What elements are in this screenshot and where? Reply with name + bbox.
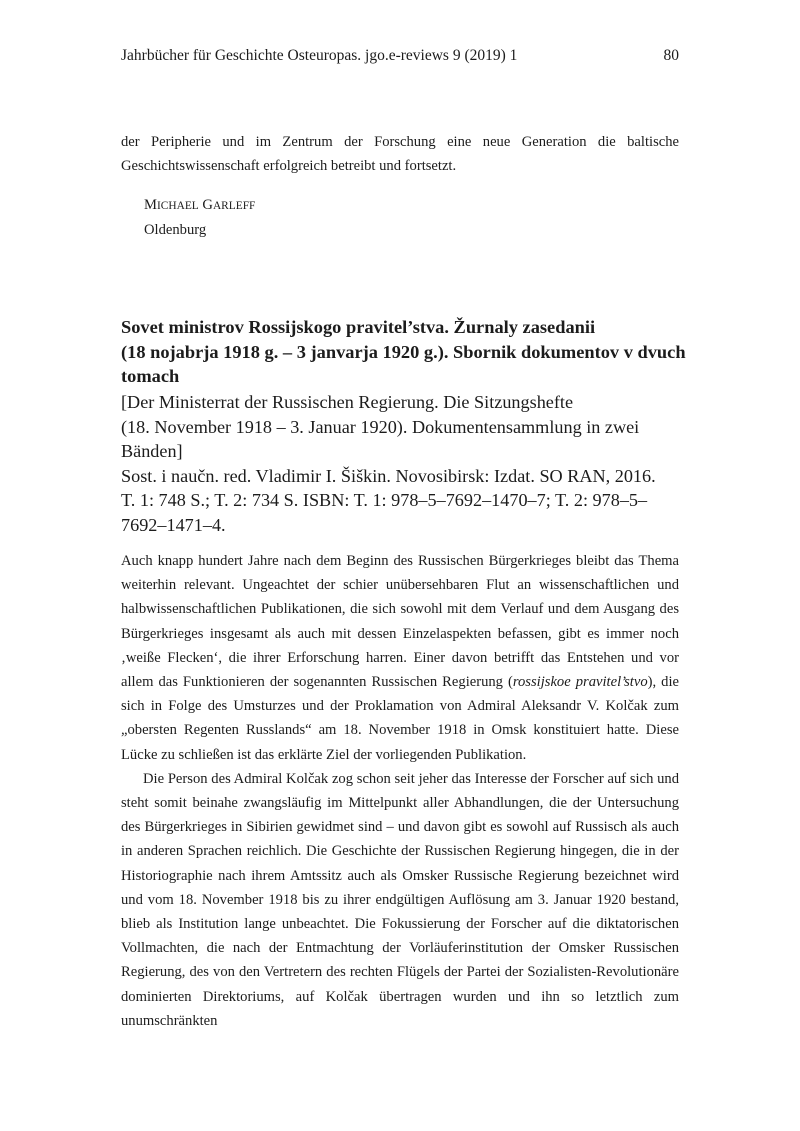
book-publication-line: T. 1: 748 S.; T. 2: 734 S. ISBN: T. 1: 978–5–7692–1470–7; T. 2: 978–5– xyxy=(121,490,648,510)
page-number: 80 xyxy=(663,47,679,64)
previous-review-closing-text: der Peripherie und im Zentrum der Forschung eine neue Generation die baltische Geschichtswissenschaft erfolgreich betreibt und fortsetzt. xyxy=(121,134,679,174)
review-body xyxy=(121,549,679,1033)
review-paragraph-1: Auch knapp hundert Jahre nach dem Beginn des Russischen Bürgerkrieges bleibt das Thema weiterhin relevant. Ungeachtet der schier unübersehbaren Flut an wissenschaftlichen und halbwissenschaftlichen Publikationen, die sich sowohl mit dem Verlauf und dem Ausgang des Bürgerkrieges insgesamt als auch mit dessen Einzelaspekten befassen, gibt es immer noch ‚weiße Flecken‘, die ihrer Erforschung harren. Einer davon betrifft das Entstehen und vor allem das Funktionieren der sogenannten Russischen Regierung (rossijskoe pravitel’stvo), die sich in Folge des Umsturzes und der Proklamation von Admiral Aleksandr V. Kolčak zum „obersten Regenten Russlands“ am 18. November 1918 in Omsk konstituiert hatte. Diese Lücke zu schließen ist das erklärte Ziel der vorliegenden Publikation. xyxy=(121,553,679,763)
book-title-line: (18 nojabrja 1918 g. – 3 janvarja 1920 g.). Sbornik dokumentov v dvuch xyxy=(121,341,686,362)
reviewer-city: Oldenburg xyxy=(144,222,207,238)
book-translation-line: Bänden] xyxy=(121,441,183,461)
journal-title: Jahrbücher für Geschichte Osteuropas. jgo.e-reviews 9 (2019) 1 xyxy=(121,47,518,64)
italic-term: rossijskoe pravitel’stvo xyxy=(512,674,648,691)
book-title-line: tomach xyxy=(121,366,180,386)
book-bibliographic-info xyxy=(121,390,691,537)
reviewer-signature xyxy=(144,193,255,242)
reviewer-name: MICHAEL GARLEFF xyxy=(144,197,256,213)
book-publication-line: 7692–1471–4. xyxy=(121,514,226,535)
book-title xyxy=(121,315,691,389)
book-publication-line: Sost. i naučn. red. Vladimir I. Šiškin. Novosibirsk: Izdat. SO RAN, 2016. xyxy=(121,465,656,486)
review-paragraph-2: Die Person des Admiral Kolčak zog schon seit jeher das Interesse der Forscher auf sich und steht somit beinahe zwangsläufig im Mittelpunkt aller Abhandlungen, die der Untersuchung des Bürgerkrieges in Sibirien gewidmet sind – und davon gibt es sowohl auf Russisch als auch in anderen Sprachen reichlich. Die Geschichte der Russischen Regierung hingegen, die in der Historiographie nach ihrem Amtssitz auch als Omsker Russische Regierung bezeichnet wird und vom 18. November 1918 bis zu ihrer endgültigen Auflösung am 3. Januar 1920 bestand, blieb als Institution lange unbeachtet. Die Fokussierung der Forscher auf die diktatorischen Vollmachten, die nach der Entmachtung der Vorläuferinstitution der Omsker Russischen Regierung, des von den Vertretern des rechten Flügels der Partei der Sozialisten-Revolutionäre dominierten Direktoriums, auf Kolčak übertragen wurden und ihn so letztlich zum unumschränkten xyxy=(121,770,679,1029)
book-translation-line: [Der Ministerrat der Russischen Regierung. Die Sitzungshefte xyxy=(121,392,574,412)
book-translation-line: (18. November 1918 – 3. Januar 1920). Dokumentensammlung in zwei xyxy=(121,416,640,437)
book-title-line: Sovet ministrov Rossijskogo pravitel’stva. Žurnaly zasedanii xyxy=(121,317,596,337)
